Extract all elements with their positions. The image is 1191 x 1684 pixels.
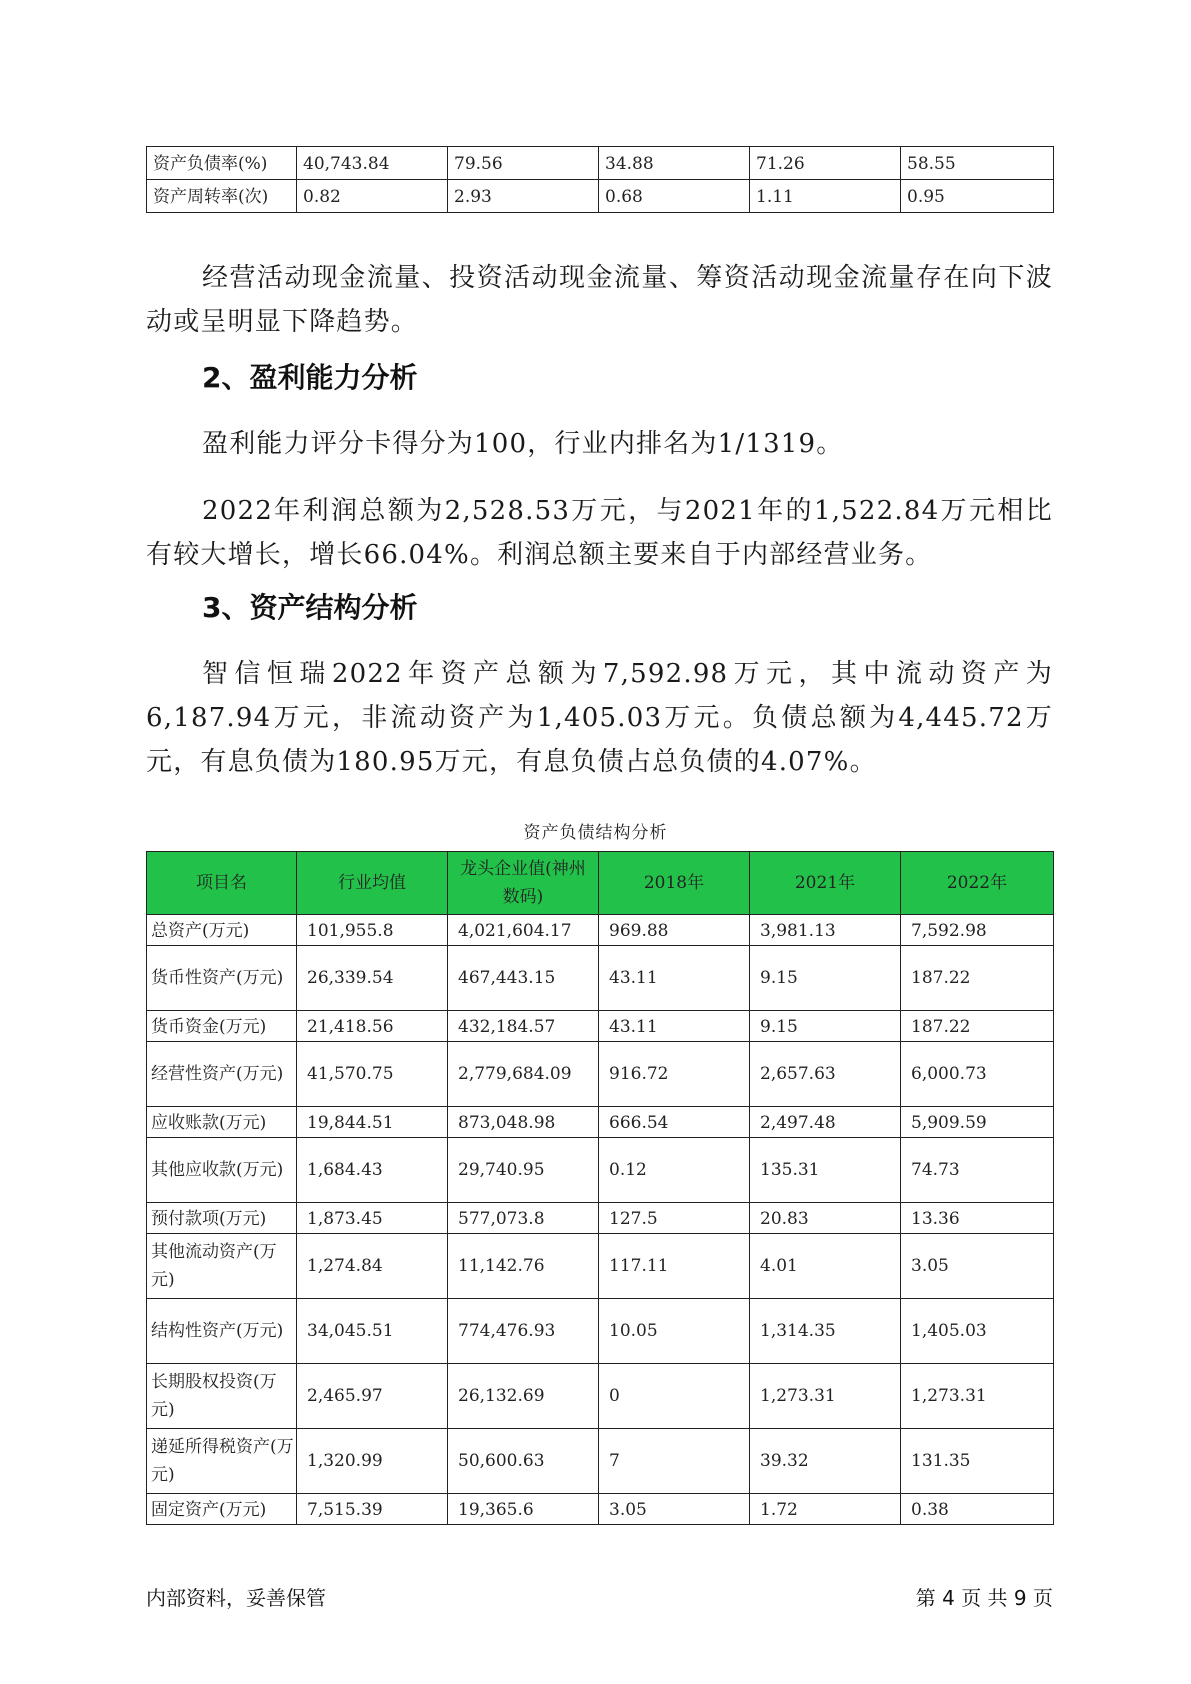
balance-structure-table-body [147, 915, 1054, 1525]
value-cell: 577,073.8 [448, 1203, 599, 1234]
value-cell: 0.82 [297, 180, 448, 213]
value-cell: 2,779,684.09 [448, 1042, 599, 1107]
value-cell: 916.72 [599, 1042, 750, 1107]
table-row [147, 147, 1054, 180]
value-cell: 1,405.03 [901, 1299, 1054, 1364]
value-cell: 2,497.48 [750, 1107, 901, 1138]
value-cell: 5,909.59 [901, 1107, 1054, 1138]
value-cell: 71.26 [750, 147, 901, 180]
table-header-row [147, 852, 1054, 915]
value-cell: 3.05 [901, 1234, 1054, 1299]
value-cell: 127.5 [599, 1203, 750, 1234]
table-row [147, 1107, 1054, 1138]
row-label-cell: 资产周转率(次) [147, 180, 297, 213]
table-row [147, 1138, 1054, 1203]
row-label-cell: 货币资金(万元) [147, 1011, 297, 1042]
profit-section-heading: 2、盈利能力分析 [202, 361, 418, 394]
value-cell: 58.55 [901, 147, 1054, 180]
value-cell: 9.15 [750, 1011, 901, 1042]
row-label-cell: 递延所得税资产(万元) [147, 1429, 297, 1494]
value-cell: 0 [599, 1364, 750, 1429]
ratio-table-body [147, 147, 1054, 213]
value-cell: 1,873.45 [297, 1203, 448, 1234]
value-cell: 4.01 [750, 1234, 901, 1299]
value-cell: 34,045.51 [297, 1299, 448, 1364]
value-cell: 969.88 [599, 915, 750, 946]
table-row [147, 1011, 1054, 1042]
value-cell: 43.11 [599, 1011, 750, 1042]
value-cell: 21,418.56 [297, 1011, 448, 1042]
value-cell: 1,273.31 [901, 1364, 1054, 1429]
table-row [147, 1042, 1054, 1107]
value-cell: 774,476.93 [448, 1299, 599, 1364]
value-cell: 1.11 [750, 180, 901, 213]
value-cell: 7,592.98 [901, 915, 1054, 946]
value-cell: 873,048.98 [448, 1107, 599, 1138]
value-cell: 7,515.39 [297, 1494, 448, 1525]
value-cell: 101,955.8 [297, 915, 448, 946]
value-cell: 43.11 [599, 946, 750, 1011]
table-row [147, 1429, 1054, 1494]
value-cell: 135.31 [750, 1138, 901, 1203]
value-cell: 79.56 [448, 147, 599, 180]
value-cell: 1.72 [750, 1494, 901, 1525]
column-header: 2021年 [750, 852, 901, 915]
row-label-cell: 预付款项(万元) [147, 1203, 297, 1234]
row-label-cell: 应收账款(万元) [147, 1107, 297, 1138]
ratio-table [146, 146, 1054, 213]
value-cell: 6,000.73 [901, 1042, 1054, 1107]
column-header: 龙头企业值(神州数码) [448, 852, 599, 915]
row-label-cell: 货币性资产(万元) [147, 946, 297, 1011]
value-cell: 117.11 [599, 1234, 750, 1299]
value-cell: 432,184.57 [448, 1011, 599, 1042]
value-cell: 1,273.31 [750, 1364, 901, 1429]
table-row [147, 946, 1054, 1011]
value-cell: 7 [599, 1429, 750, 1494]
row-label-cell: 结构性资产(万元) [147, 1299, 297, 1364]
table-row [147, 1299, 1054, 1364]
value-cell: 1,274.84 [297, 1234, 448, 1299]
value-cell: 187.22 [901, 1011, 1054, 1042]
table-row [147, 1234, 1054, 1299]
value-cell: 10.05 [599, 1299, 750, 1364]
value-cell: 0.38 [901, 1494, 1054, 1525]
value-cell: 467,443.15 [448, 946, 599, 1011]
column-header: 2018年 [599, 852, 750, 915]
value-cell: 666.54 [599, 1107, 750, 1138]
value-cell: 3,981.13 [750, 915, 901, 946]
asset-detail-paragraph: 智信恒瑞2022年资产总额为7,592.98万元，其中流动资产为6,187.94万元，非流动资产为1,405.03万元。负债总额为4,445.72万元，有息负债为180.95万元，有息负债占总负债的4.07%。 [146, 659, 1053, 777]
row-label-cell: 长期股权投资(万元) [147, 1364, 297, 1429]
column-header: 行业均值 [297, 852, 448, 915]
value-cell: 20.83 [750, 1203, 901, 1234]
value-cell: 1,320.99 [297, 1429, 448, 1494]
value-cell: 9.15 [750, 946, 901, 1011]
value-cell: 26,339.54 [297, 946, 448, 1011]
table-row [147, 915, 1054, 946]
cashflow-paragraph: 经营活动现金流量、投资活动现金流量、筹资活动现金流量存在向下波动或呈明显下降趋势。 [146, 263, 1053, 337]
row-label-cell: 固定资产(万元) [147, 1494, 297, 1525]
footer-confidential-note: 内部资料，妥善保管 [146, 1586, 326, 1610]
asset-section-heading: 3、资产结构分析 [202, 591, 418, 624]
column-header: 项目名 [147, 852, 297, 915]
value-cell: 74.73 [901, 1138, 1054, 1203]
value-cell: 39.32 [750, 1429, 901, 1494]
value-cell: 4,021,604.17 [448, 915, 599, 946]
value-cell: 187.22 [901, 946, 1054, 1011]
value-cell: 19,365.6 [448, 1494, 599, 1525]
value-cell: 0.95 [901, 180, 1054, 213]
row-label-cell: 其他应收款(万元) [147, 1138, 297, 1203]
footer-page-number: 第 4 页 共 9 页 [915, 1586, 1053, 1610]
value-cell: 0.12 [599, 1138, 750, 1203]
table-row [147, 1494, 1054, 1525]
row-label-cell: 其他流动资产(万元) [147, 1234, 297, 1299]
value-cell: 131.35 [901, 1429, 1054, 1494]
value-cell: 29,740.95 [448, 1138, 599, 1203]
value-cell: 1,684.43 [297, 1138, 448, 1203]
column-header: 2022年 [901, 852, 1054, 915]
value-cell: 2,465.97 [297, 1364, 448, 1429]
value-cell: 26,132.69 [448, 1364, 599, 1429]
value-cell: 40,743.84 [297, 147, 448, 180]
value-cell: 41,570.75 [297, 1042, 448, 1107]
value-cell: 19,844.51 [297, 1107, 448, 1138]
profit-detail-paragraph: 2022年利润总额为2,528.53万元，与2021年的1,522.84万元相比有较大增长，增长66.04%。利润总额主要来自于内部经营业务。 [146, 496, 1053, 570]
value-cell: 1,314.35 [750, 1299, 901, 1364]
value-cell: 11,142.76 [448, 1234, 599, 1299]
table-caption: 资产负债结构分析 [523, 823, 668, 843]
value-cell: 2.93 [448, 180, 599, 213]
value-cell: 13.36 [901, 1203, 1054, 1234]
balance-structure-table [146, 851, 1054, 1525]
row-label-cell: 经营性资产(万元) [147, 1042, 297, 1107]
profit-score-paragraph: 盈利能力评分卡得分为100，行业内排名为1/1319。 [202, 429, 844, 459]
value-cell: 0.68 [599, 180, 750, 213]
value-cell: 50,600.63 [448, 1429, 599, 1494]
table-row [147, 1203, 1054, 1234]
value-cell: 34.88 [599, 147, 750, 180]
row-label-cell: 总资产(万元) [147, 915, 297, 946]
value-cell: 3.05 [599, 1494, 750, 1525]
value-cell: 2,657.63 [750, 1042, 901, 1107]
table-row [147, 180, 1054, 213]
row-label-cell: 资产负债率(%) [147, 147, 297, 180]
table-row [147, 1364, 1054, 1429]
